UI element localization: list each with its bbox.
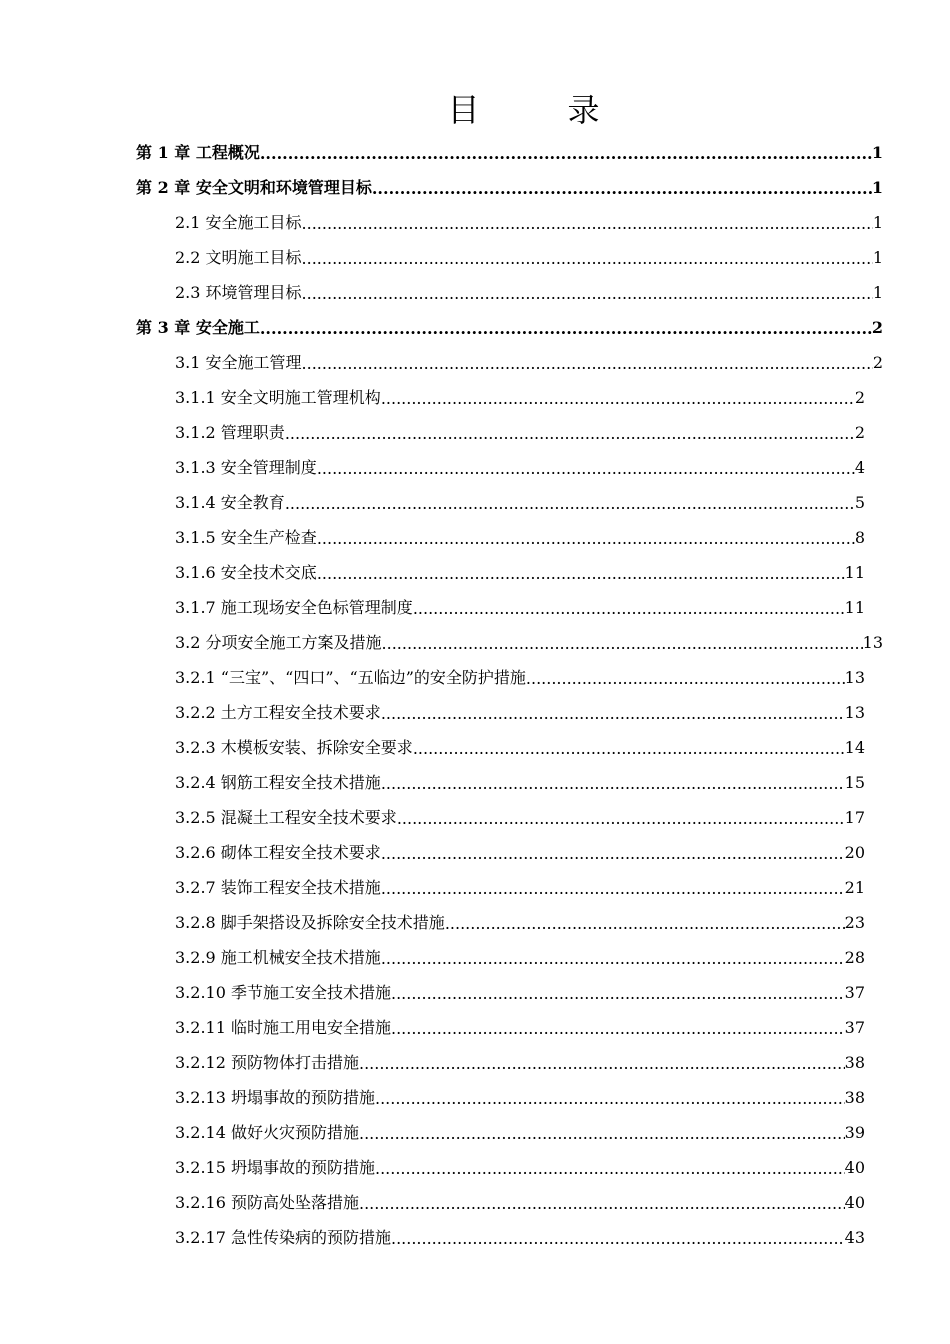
toc-entry-label: 第 2 章 安全文明和环境管理目标: [136, 178, 372, 197]
toc-entry-page-number: 40: [844, 1193, 865, 1212]
toc-entry-page-number: 13: [844, 703, 865, 722]
toc-leader-dots: [381, 701, 845, 725]
toc-entry[interactable]: [175, 491, 865, 515]
toc-entry[interactable]: [175, 736, 865, 760]
toc-leader-dots: [317, 526, 855, 550]
toc-entry-page-number: 17: [844, 808, 865, 827]
toc-entry[interactable]: [175, 911, 865, 935]
toc-entry-page-number: 40: [844, 1158, 865, 1177]
toc-leader-dots: [302, 351, 873, 375]
toc-leader-dots: [359, 1121, 845, 1145]
toc-entry-label: 2.3 环境管理目标: [175, 283, 302, 302]
toc-entry[interactable]: [175, 596, 865, 620]
toc-leader-dots: [302, 246, 873, 270]
toc-entry-label: 3.2.13 坍塌事故的预防措施: [175, 1088, 375, 1107]
toc-entry[interactable]: [175, 1156, 865, 1180]
toc-entry-label: 第 1 章 工程概况: [136, 143, 260, 162]
toc-entry-label: 3.1.5 安全生产检查: [175, 528, 317, 547]
toc-entry[interactable]: [175, 246, 883, 270]
toc-leader-dots: [381, 771, 845, 795]
toc-entry-label: 3.1 安全施工管理: [175, 353, 302, 372]
toc-entry-label: 3.2.15 坍塌事故的预防措施: [175, 1158, 375, 1177]
toc-entry-page-number: 1: [872, 248, 883, 267]
toc-entry-label: 3.2.16 预防高处坠落措施: [175, 1193, 359, 1212]
toc-entry[interactable]: [175, 1086, 865, 1110]
toc-entry[interactable]: [175, 666, 865, 690]
toc-leader-dots: [285, 421, 855, 445]
toc-entry-page-number: 39: [844, 1123, 865, 1142]
toc-entry-label: 3.1.6 安全技术交底: [175, 563, 317, 582]
toc-leader-dots: [302, 281, 873, 305]
toc-leader-dots: [526, 666, 845, 690]
toc-entry[interactable]: [175, 806, 865, 830]
toc-entry-page-number: 5: [854, 493, 865, 512]
toc-entry[interactable]: [136, 316, 883, 340]
toc-entry-page-number: 1: [872, 283, 883, 302]
toc-leader-dots: [375, 1156, 845, 1180]
toc-entry-label: 3.2.7 装饰工程安全技术措施: [175, 878, 381, 897]
toc-entry[interactable]: [175, 771, 865, 795]
toc-leader-dots: [413, 736, 845, 760]
toc-entry[interactable]: [175, 386, 865, 410]
toc-entry[interactable]: [175, 631, 883, 655]
toc-entry-page-number: 38: [844, 1088, 865, 1107]
toc-entry[interactable]: [136, 141, 883, 165]
toc-entry[interactable]: [175, 1121, 865, 1145]
toc-entry-page-number: 28: [844, 948, 865, 967]
toc-entry[interactable]: [175, 876, 865, 900]
toc-leader-dots: [260, 141, 872, 165]
toc-entry-page-number: 15: [844, 773, 865, 792]
toc-entry[interactable]: [175, 1226, 865, 1250]
toc-entry-label: 3.1.4 安全教育: [175, 493, 285, 512]
toc-entry[interactable]: [175, 981, 865, 1005]
toc-entry[interactable]: [136, 176, 883, 200]
toc-entry-label: 3.2.12 预防物体打击措施: [175, 1053, 359, 1072]
toc-entry[interactable]: [175, 281, 883, 305]
toc-entry[interactable]: [175, 841, 865, 865]
toc-entry-label: 3.2.10 季节施工安全技术措施: [175, 983, 391, 1002]
toc-entry-label: 3.1.3 安全管理制度: [175, 458, 317, 477]
toc-entry-page-number: 37: [844, 983, 865, 1002]
toc-entry-label: 第 3 章 安全施工: [136, 318, 260, 337]
toc-entry-page-number: 38: [844, 1053, 865, 1072]
toc-entry[interactable]: [175, 456, 865, 480]
toc-title: 目 录: [447, 91, 628, 129]
toc-leader-dots: [302, 211, 873, 235]
toc-entry-page-number: 21: [844, 878, 865, 897]
toc-entry[interactable]: [175, 701, 865, 725]
toc-entry-page-number: 1: [871, 143, 883, 162]
toc-leader-dots: [381, 876, 845, 900]
toc-entry-page-number: 2: [872, 353, 883, 372]
toc-entry-label: 3.2.9 施工机械安全技术措施: [175, 948, 381, 967]
toc-leader-dots: [413, 596, 845, 620]
toc-entry[interactable]: [175, 946, 865, 970]
toc-entry-label: 3.2.17 急性传染病的预防措施: [175, 1228, 391, 1247]
toc-entry[interactable]: [175, 561, 865, 585]
toc-entry[interactable]: [175, 526, 865, 550]
toc-entry-page-number: 8: [854, 528, 865, 547]
toc-entry-page-number: 37: [844, 1018, 865, 1037]
toc-leader-dots: [359, 1051, 845, 1075]
toc-entry[interactable]: [175, 1191, 865, 1215]
toc-entry-page-number: 2: [854, 423, 865, 442]
toc-entry-label: 3.2.3 木模板安装、拆除安全要求: [175, 738, 413, 757]
toc-entry[interactable]: [175, 421, 865, 445]
toc-entry-page-number: 13: [862, 633, 883, 652]
toc-entry[interactable]: [175, 1051, 865, 1075]
toc-entry[interactable]: [175, 351, 883, 375]
toc-entry-label: 3.2 分项安全施工方案及措施: [175, 633, 382, 652]
toc-entry-label: 3.2.14 做好火灾预防措施: [175, 1123, 359, 1142]
toc-entry-label: 3.2.4 钢筋工程安全技术措施: [175, 773, 381, 792]
toc-entry-page-number: 1: [872, 213, 883, 232]
toc-entry-label: 3.2.2 土方工程安全技术要求: [175, 703, 381, 722]
toc-leader-dots: [359, 1191, 845, 1215]
toc-entry-page-number: 1: [871, 178, 883, 197]
toc-entry-page-number: 11: [844, 598, 865, 617]
toc-leader-dots: [375, 1086, 845, 1110]
toc-entry-label: 3.1.7 施工现场安全色标管理制度: [175, 598, 413, 617]
toc-entry-page-number: 20: [844, 843, 865, 862]
toc-leader-dots: [381, 386, 855, 410]
toc-entry-label: 3.2.8 脚手架搭设及拆除安全技术措施: [175, 913, 445, 932]
toc-leader-dots: [391, 1016, 845, 1040]
toc-entry-page-number: 4: [854, 458, 865, 477]
toc-entry-page-number: 2: [871, 318, 883, 337]
toc-entry-label: 2.1 安全施工目标: [175, 213, 302, 232]
toc-leader-dots: [381, 841, 845, 865]
toc-entry[interactable]: [175, 211, 883, 235]
toc-entry-page-number: 11: [844, 563, 865, 582]
toc-entry-label: 3.2.11 临时施工用电安全措施: [175, 1018, 391, 1037]
toc-leader-dots: [445, 911, 845, 935]
toc-entry-label: 3.2.6 砌体工程安全技术要求: [175, 843, 381, 862]
toc-leader-dots: [391, 1226, 845, 1250]
toc-leader-dots: [260, 316, 872, 340]
toc-leader-dots: [382, 631, 863, 655]
toc-leader-dots: [391, 981, 845, 1005]
toc-leader-dots: [397, 806, 845, 830]
toc-entry[interactable]: [175, 1016, 865, 1040]
toc-entry-page-number: 14: [844, 738, 865, 757]
toc-leader-dots: [317, 561, 845, 585]
toc-leader-dots: [317, 456, 855, 480]
toc-entry-label: 2.2 文明施工目标: [175, 248, 302, 267]
toc-leader-dots: [285, 491, 855, 515]
toc-leader-dots: [372, 176, 872, 200]
toc-entry-label: 3.1.1 安全文明施工管理机构: [175, 388, 381, 407]
toc-entry-label: 3.2.5 混凝土工程安全技术要求: [175, 808, 397, 827]
toc-leader-dots: [381, 946, 845, 970]
toc-entry-label: 3.1.2 管理职责: [175, 423, 285, 442]
toc-entry-page-number: 43: [844, 1228, 865, 1247]
toc-entry-page-number: 2: [854, 388, 865, 407]
toc-entry-page-number: 23: [844, 913, 865, 932]
toc-entry-page-number: 13: [844, 668, 865, 687]
toc-entry-label: 3.2.1 “三宝”、“四口”、“五临边”的安全防护措施: [175, 668, 526, 687]
